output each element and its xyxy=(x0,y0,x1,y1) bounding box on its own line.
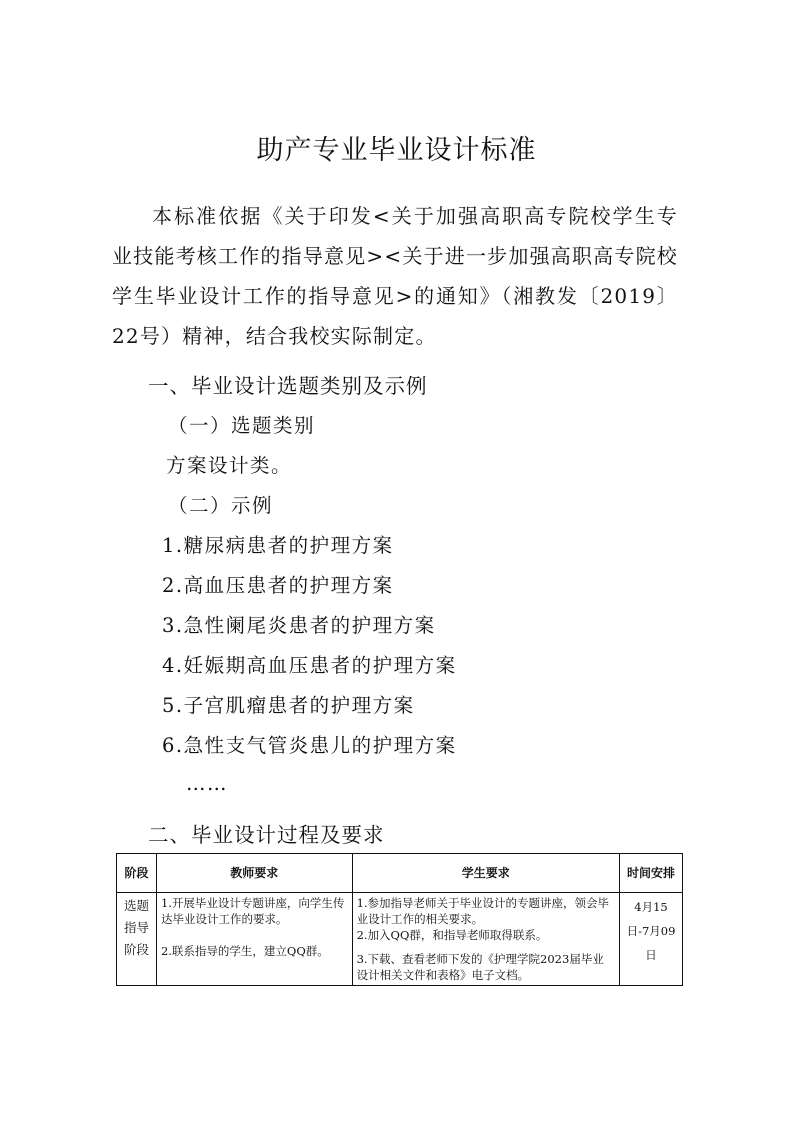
intro-paragraph: 本标准依据《关于印发<关于加强高职高专院校学生专业技能考核工作的指导意见><关于进一步加强高职高专院校学生毕业设计工作的指导意见>的通知》（湘教发〔2019〕22号）精神，结合我校实际制定。 xyxy=(112,204,678,348)
table-row xyxy=(117,893,683,986)
example-item: 2.高血压患者的护理方案 xyxy=(162,574,394,597)
header-teacher-requirements: 教师要求 xyxy=(156,854,352,893)
stage-cell: 选题指导阶段 xyxy=(117,893,157,986)
subsection-topic-category: （一）选题类别 xyxy=(168,414,316,437)
subsection-examples: （二）示例 xyxy=(168,494,274,517)
document-title: 助产专业毕业设计标准 xyxy=(256,135,537,166)
header-stage: 阶段 xyxy=(117,854,157,893)
spacer xyxy=(161,927,348,943)
student-requirements-cell xyxy=(352,893,619,986)
example-item: 6.急性支气管炎患儿的护理方案 xyxy=(162,734,457,757)
header-student-requirements: 学生要求 xyxy=(352,854,619,893)
student-requirement: 1.参加指导老师关于毕业设计的专题讲座，领会毕业设计工作的相关要求。 xyxy=(356,896,610,926)
process-requirements-table xyxy=(116,853,683,986)
example-item: 1.糖尿病患者的护理方案 xyxy=(162,534,394,557)
schedule-cell: 4月15日-7月09日 xyxy=(620,893,683,986)
example-item: 5.子宫肌瘤患者的护理方案 xyxy=(162,694,415,717)
section2-heading: 二、毕业设计过程及要求 xyxy=(148,823,385,847)
example-item: 4.妊娠期高血压患者的护理方案 xyxy=(162,654,457,677)
header-schedule: 时间安排 xyxy=(620,854,683,893)
topic-category-text: 方案设计类。 xyxy=(166,454,293,477)
student-requirement: 2.加入QQ群，和指导老师取得联系。 xyxy=(356,928,548,942)
section1-heading: 一、毕业设计选题类别及示例 xyxy=(148,374,428,398)
table-header-row xyxy=(117,854,683,893)
student-requirement: 3.下载、查看老师下发的《护理学院2023届毕业设计相关文件和表格》电子文档。 xyxy=(356,952,604,982)
teacher-requirement: 2.联系指导的学生，建立QQ群。 xyxy=(160,944,329,958)
teacher-requirements-cell xyxy=(156,893,352,986)
examples-ellipsis: …… xyxy=(186,772,228,795)
teacher-requirement: 1.开展毕业设计专题讲座，向学生传达毕业设计工作的要求。 xyxy=(160,896,345,926)
example-item: 3.急性阑尾炎患者的护理方案 xyxy=(162,614,436,637)
